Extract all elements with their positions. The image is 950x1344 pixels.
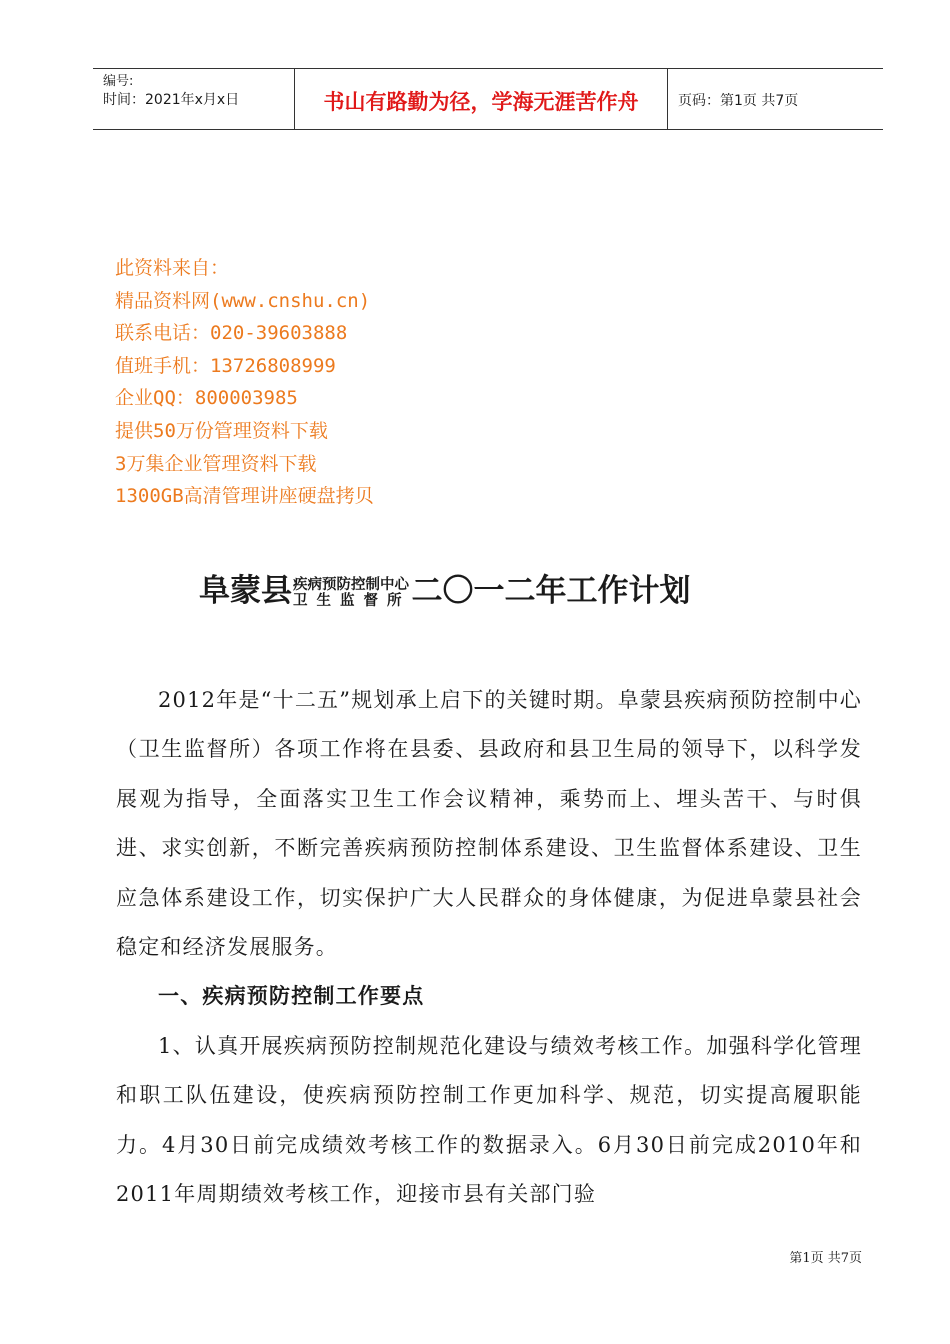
header-page-number: 页码：第1页 共7页	[678, 93, 799, 109]
document-title	[199, 566, 691, 616]
promo-line: 联系电话：020-39603888	[115, 322, 348, 345]
promo-line: 值班手机：13726808999	[115, 354, 336, 377]
paragraph: 2012年是“十二五”规划承上启下的关键时期。阜蒙县疾病预防控制中心（卫生监督所）各项工作将在县委、县政府和县卫生局的领导下，以科学发展观为指导，全面落实卫生工作会议精神，乘势而上、埋头苦干、与时俱进、求实创新，不断完善疾病预防控制体系建设、卫生监督体系建设、卫生应急体系建设工作，切实保护广大人民群众的身体健康，为促进阜蒙县社会稳定和经济发展服务。	[116, 688, 862, 960]
title-stack-bottom: 卫生监督所	[293, 591, 411, 609]
promo-block	[115, 252, 374, 513]
promo-line: 提供50万份管理资料下载	[115, 419, 328, 442]
promo-line: 企业QQ：800003985	[115, 387, 298, 410]
promo-line: 此资料来自：	[115, 257, 230, 279]
page-footer: 第1页 共7页	[789, 1251, 862, 1266]
promo-line: 3万集企业管理资料下载	[115, 452, 317, 475]
title-suffix: 二〇一二年工作计划	[411, 573, 691, 609]
promo-line: 精品资料网(www.cnshu.cn)	[115, 289, 371, 312]
title-org-stack	[293, 577, 411, 609]
title-prefix: 阜蒙县	[199, 573, 292, 609]
header-meta-cell	[93, 69, 295, 129]
document-body	[116, 676, 862, 1219]
header-motto: 书山有路勤为径，学海无涯苦作舟	[323, 90, 639, 114]
paragraph: 1、认真开展疾病预防控制规范化建设与绩效考核工作。加强科学化管理和职工队伍建设，使疾病预防控制工作更加科学、规范，切实提高履职能力。4月30日前完成绩效考核工作的数据录入。6月30日前完成2010年和2011年周期绩效考核工作，迎接市县有关部门验	[116, 1033, 862, 1207]
promo-line: 1300GB高清管理讲座硬盘拷贝	[115, 485, 374, 508]
page-header	[93, 68, 883, 130]
document-number-label: 编号:	[103, 74, 134, 89]
section-heading: 一、疾病预防控制工作要点	[158, 984, 425, 1009]
document-time-label: 时间：2021年x月x日	[103, 92, 240, 108]
header-motto-cell	[295, 69, 668, 129]
title-stack-top: 疾病预防控制中心	[293, 575, 409, 593]
header-page-cell	[668, 69, 883, 129]
